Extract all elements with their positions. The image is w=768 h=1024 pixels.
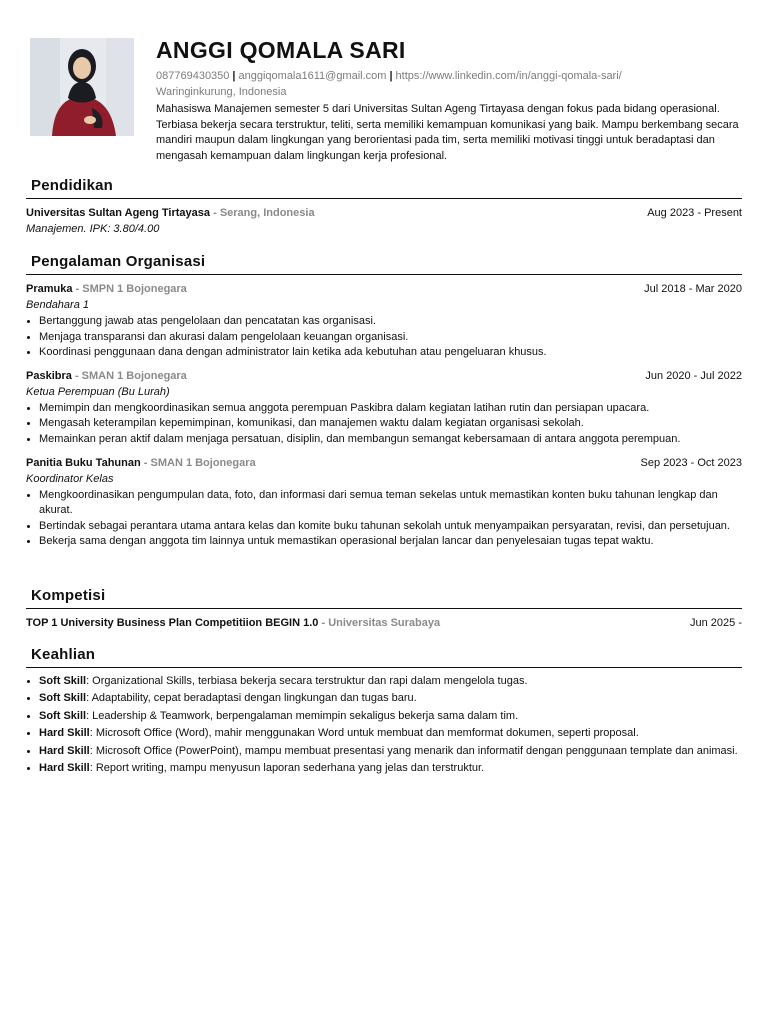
org-school: SMAN 1 Bojonegara [150,456,256,469]
date-range: Sep 2023 - Oct 2023 [640,456,742,469]
org-activity: Panitia Buku Tahunan [26,456,141,469]
separator: - [74,369,79,382]
skill-label: Soft Skill [39,709,87,722]
competition-name: TOP 1 University Business Plan Competitiion BEGIN 1.0 [26,617,319,629]
section-title: Pendidikan [26,177,742,199]
list-item: • Menjaga transparansi dan akurasi dalam pengelolaan keuangan organisasi. [39,330,742,346]
skill-text: : Report writing, mampu menyusun laporan sederhana yang jelas dan terstruktur. [89,762,485,775]
org-school: SMAN 1 Bojonegara [81,369,187,382]
school-name: Universitas Sultan Ageng Tirtayasa [26,207,211,219]
list-item: • Mengasah keterampilan kepemimpinan, komunikasi, dan manajemen waktu dalam kegiatan organisasi sekolah. [39,416,742,432]
section-skills [26,646,742,778]
skill-item [39,674,742,689]
candidate-name: ANGGI QOMALA SARI [156,37,406,63]
section-organization [26,253,742,557]
org-role: Ketua Perempuan (Bu Lurah) [26,385,170,398]
bullet-list [26,488,742,550]
competition-entry [26,615,742,631]
skill-text: : Microsoft Office (Word), mahir menggunakan Word untuk membuat dan memformat dokumen, seperti proposal. [89,727,639,740]
list-item: • Mengkoordinasikan pengumpulan data, foto, dan informasi dari semua teman sekelas untuk memastikan konten buku tahunan lengkap dan akurat. [39,488,742,519]
competition-host: Universitas Surabaya [328,617,441,629]
date-range: Jun 2020 - Jul 2022 [645,369,742,382]
skill-label: Hard Skill [39,727,90,740]
skill-item [39,744,742,759]
list-item: • Memimpin dan mengkoordinasikan semua anggota perempuan Paskibra dalam kegiatan latihan rutin dan persiapan upacara. [39,401,742,417]
skill-text: : Adaptability, cepat beradaptasi dengan lingkungan dan tugas baru. [86,692,417,705]
section-title: Keahlian [26,646,742,668]
skill-text: : Organizational Skills, terbiasa bekerja secara terstruktur dan rapi dalam mengelola tugas. [86,675,528,687]
summary: Mahasiswa Manajemen semester 5 dari Universitas Sultan Ageng Tirtayasa dengan fokus pada bidang operasional. Terbiasa bekerja secara terstruktur, teliti, serta memiliki kemampuan komunikasi yang baik. Mampu berkembang secara mandiri maupun dalam lingkungan yang berorientasi pada tim, serta memiliki motivasi tinggi untuk beradaptasi dan mengasah kemampuan dalam lingkungan kerja profesional. [156,103,739,162]
section-title: Kompetisi [26,587,742,609]
org-activity: Paskibra [26,369,72,382]
education-detail: Manajemen. IPK: 3.80/4.00 [26,223,160,235]
list-item: • Memainkan peran aktif dalam menjaga persatuan, disiplin, dan membangun semangat kebersamaan di antara anggota perempuan. [39,432,742,448]
profile-photo [30,38,134,136]
separator: - [213,207,217,219]
skill-label: Soft Skill [39,675,87,687]
location: Waringinkurung, Indonesia [156,86,287,98]
section-education [26,177,742,244]
phone-number: 087769430350 [156,70,230,82]
list-item: • Bertindak sebagai perantara utama antara kelas dan komite buku tahunan sekolah untuk menyampaikan persyaratan, revisi, dan persetujuan. [39,519,742,535]
header [156,36,742,164]
date-range: Aug 2023 - Present [647,207,742,219]
date-range: Jul 2018 - Mar 2020 [644,283,742,295]
skill-item [39,691,742,706]
org-entry-yearbook [26,455,742,550]
org-entry-paskibra [26,368,742,448]
org-entry-pramuka [26,281,742,361]
bullet-list [26,314,742,361]
section-competition [26,587,742,638]
list-item: • Bekerja sama dengan anggota tim lainnya untuk memastikan operasional berjalan lancar dan penyelesaian tugas tepat waktu. [39,534,742,550]
separator: - [321,617,326,629]
skills-list [26,674,742,776]
separator: - [143,456,148,469]
org-activity: Pramuka [26,283,73,295]
separator: | [232,70,236,82]
date-range: Jun 2025 - [690,617,742,629]
org-school: SMPN 1 Bojonegara [82,283,187,295]
skill-text: : Microsoft Office (PowerPoint), mampu membuat presentasi yang menarik dan informatif dengan penggunaan template dan animasi. [89,744,738,757]
skill-item [39,761,742,776]
bullet-list [26,401,742,448]
org-role: Bendahara 1 [26,299,89,311]
section-title: Pengalaman Organisasi [26,253,742,275]
education-entry [26,205,742,237]
school-location: Serang, Indonesia [219,207,315,219]
skill-item [39,726,742,741]
email-link[interactable]: anggiqomala1611@gmail.com [238,70,387,82]
skill-label: Soft Skill [39,692,87,705]
person-portrait-icon [30,38,134,136]
separator: - [75,283,80,295]
linkedin-link[interactable]: https://www.linkedin.com/in/anggi-qomala-sari/ [395,70,622,82]
list-item: • Bertanggung jawab atas pengelolaan dan pencatatan kas organisasi. [39,314,742,330]
contact-line [156,68,742,100]
separator: | [389,70,393,82]
list-item: • Koordinasi penggunaan dana dengan administrator lain ketika ada kebutuhan atau pengeluaran khusus. [39,345,742,361]
skill-label: Hard Skill [39,744,90,757]
org-role: Koordinator Kelas [26,472,114,485]
skill-label: Hard Skill [39,762,90,775]
skill-item [39,709,742,724]
skill-text: : Leadership & Teamwork, berpengalaman memimpin sekaligus bekerja sama dalam tim. [86,709,519,722]
